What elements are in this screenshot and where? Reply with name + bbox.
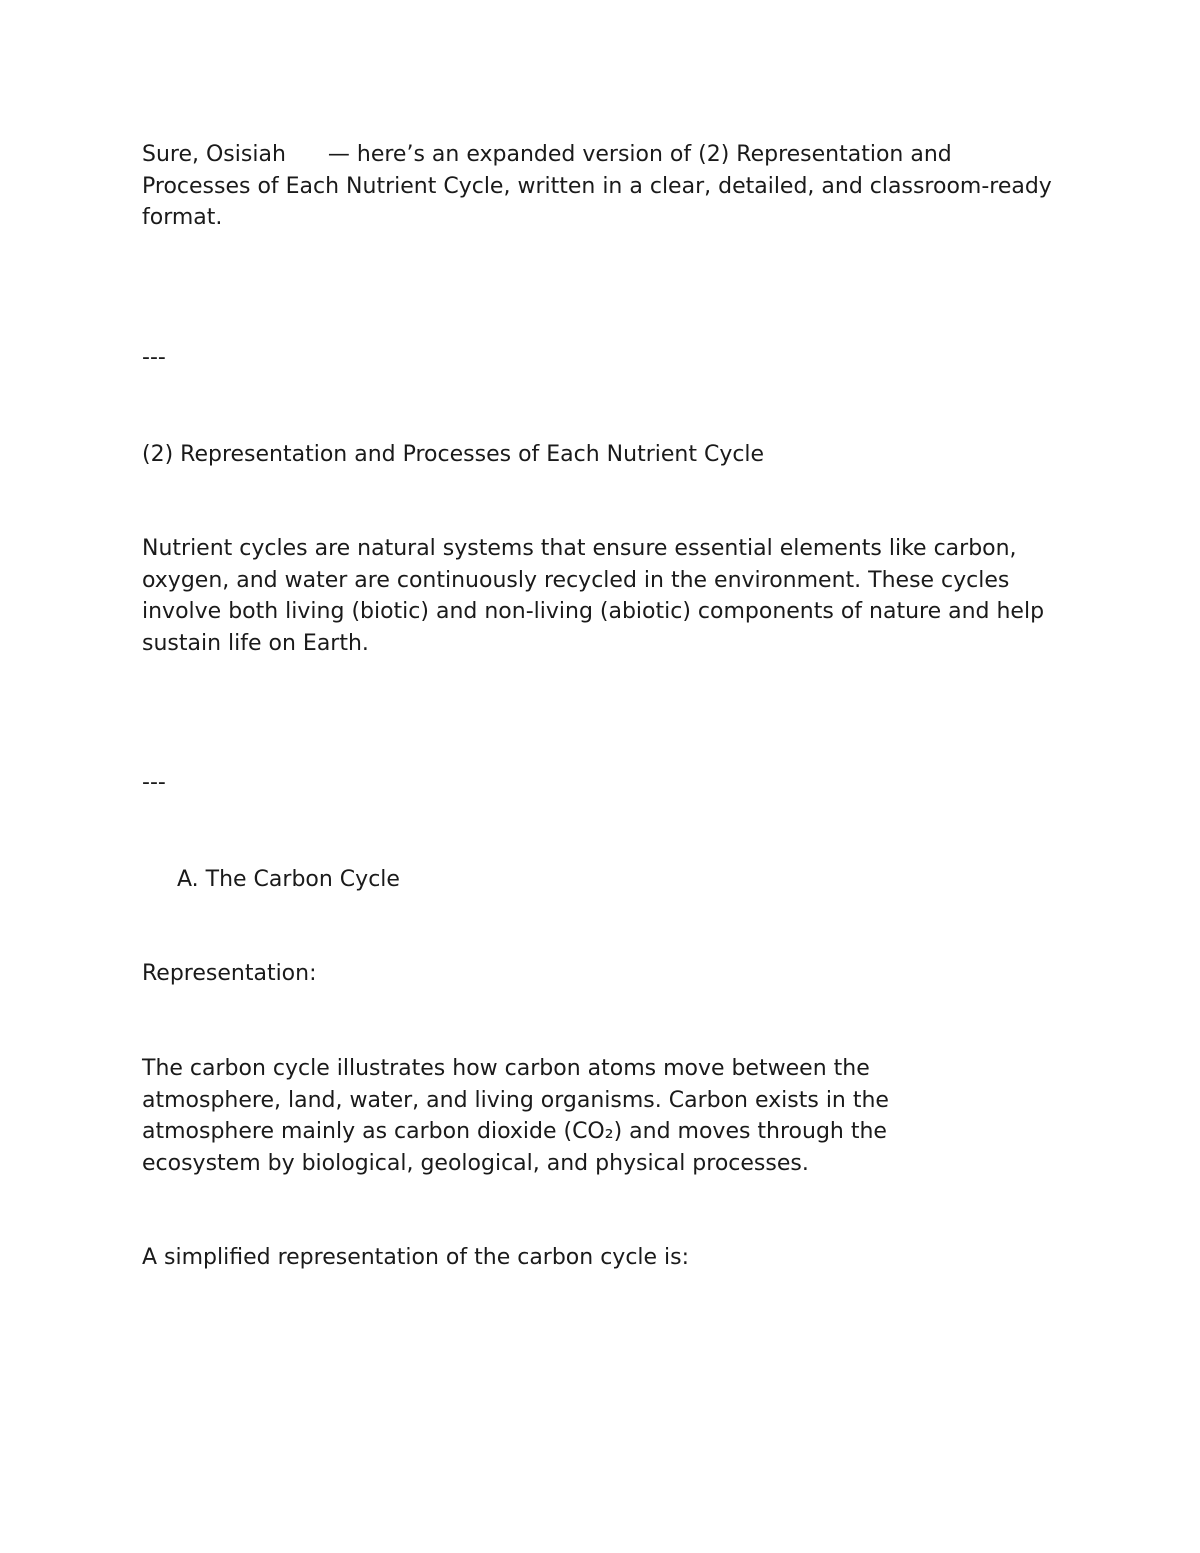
- separator-1: ---: [142, 345, 166, 370]
- simplified-representation-line: A simplified representation of the carbon cycle is:: [142, 1245, 690, 1270]
- intro-greeting: Sure, Osisiah: [142, 142, 286, 167]
- subsection-heading: A. The Carbon Cycle: [177, 867, 400, 892]
- carbon-cycle-paragraph: The carbon cycle illustrates how carbon atoms move between the atmosphere, land, water, and living organisms. Carbon exists in the atmosphere mainly as carbon dioxide (CO₂) and moves through the ecosystem by biological, geological, and physical processes.: [142, 1056, 889, 1176]
- representation-label: Representation:: [142, 961, 317, 986]
- intro-text: — here’s an expanded version of (2) Representation and Processes of Each Nutrient Cycle, written in a clear, detailed, and classroom-ready format.: [142, 142, 1052, 230]
- section-heading: (2) Representation and Processes of Each Nutrient Cycle: [142, 442, 765, 467]
- separator-2: ---: [142, 770, 166, 795]
- section-paragraph: Nutrient cycles are natural systems that ensure essential elements like carbon, oxygen, and water are continuously recycled in the environment. These cycles involve both living (biotic) and non-living (abiotic) components of nature and help sustain life on Earth.: [142, 536, 1045, 656]
- intro-paragraph: [142, 139, 1062, 234]
